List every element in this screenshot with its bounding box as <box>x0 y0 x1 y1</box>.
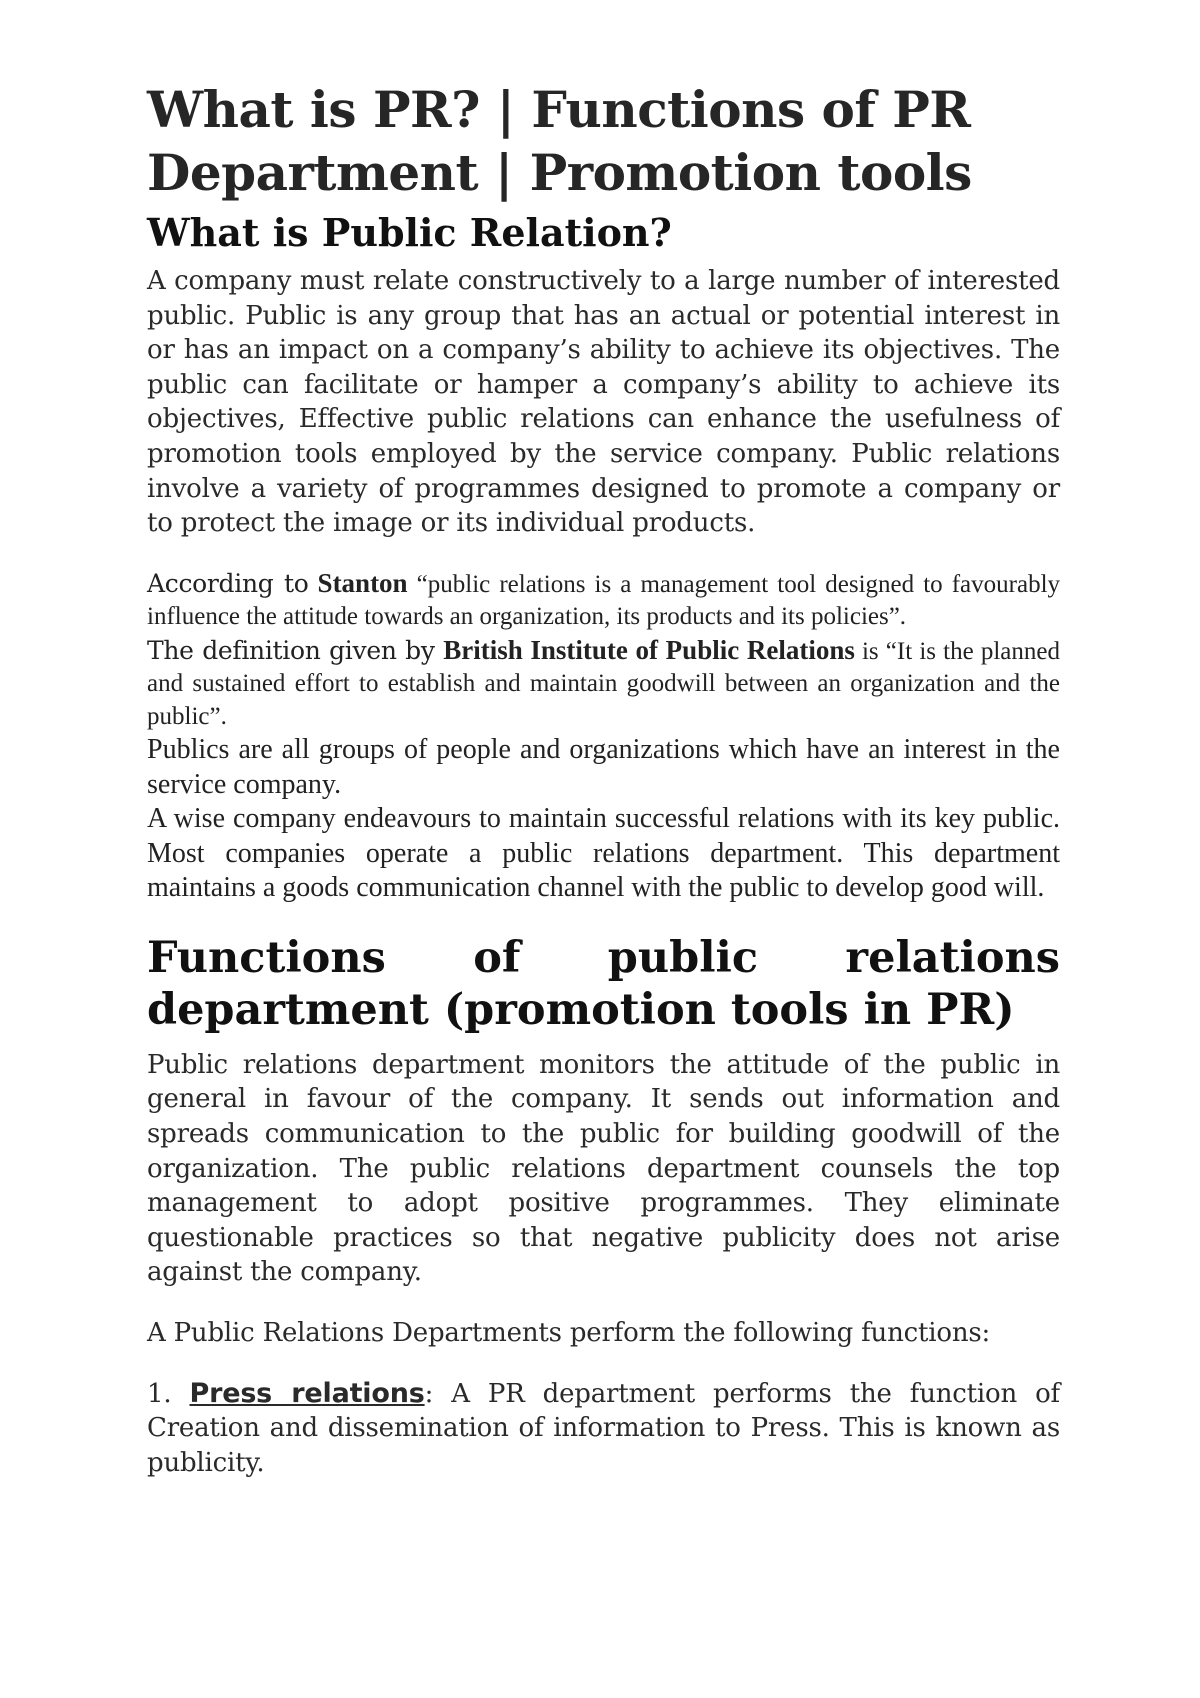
functions-heading-line-2: department (promotion tools in PR) <box>147 984 1015 1035</box>
page-title <box>147 78 1060 204</box>
title-line-1: What is PR? | Functions of PR <box>147 80 971 139</box>
british-institute-definition <box>147 634 1060 734</box>
document-page <box>147 78 1060 1480</box>
functions-paragraph: Public relations department monitors the attitude of the public in general in favour of the company. It sends out information and spreads communication to the public for building goodwill of the organization. The public relations department counsels the top management to adopt positive programmes. They eliminate questionable practices so that negative publicity does not arise against the company. <box>147 1049 1060 1288</box>
stanton-definition <box>147 567 1060 634</box>
publics-paragraph: Publics are all groups of people and organizations which have an interest in the service company. <box>147 734 1060 800</box>
stanton-name: Stanton <box>317 567 408 598</box>
list-item-number: 1. <box>147 1378 190 1409</box>
press-relations-text: : A PR department performs the function of Creation and dissemination of information to Press. This is known as publicity. <box>147 1378 1060 1478</box>
functions-heading-line-1: Functions of public relations <box>147 932 1060 983</box>
british-institute-name: British Institute of Public Relations <box>443 634 855 665</box>
british-lead: The definition given by <box>147 635 444 665</box>
functions-intro: A Public Relations Departments perform the following functions: <box>147 1317 991 1348</box>
intro-paragraph: A company must relate constructively to a large number of interested public. Public is any group that has an actual or potential interest in or has an impact on a company’s ability to achieve its objectives. The public can facilitate or hamper a company’s ability to achieve its objectives, Effective public relations can enhance the usefulness of promotion tools employed by the service company. Public relations involve a variety of programmes designed to promote a company or to protect the image or its individual products. <box>147 266 1060 539</box>
stanton-lead: According to <box>147 568 309 598</box>
british-quote: is “It is the planned and sustained effort to establish and maintain goodwill between an organization and the public”. <box>147 637 1060 730</box>
title-line-2: Department | Promotion tools <box>147 143 972 202</box>
wise-company-paragraph: A wise company endeavours to maintain successful relations with its key public. Most companies operate a public relations department. This department maintains a goods communication channel with the public to develop good will. <box>147 803 1060 904</box>
stanton-quote: “public relations is a management tool designed to favourably influence the attitude towards an organization, its products and its policies”. <box>147 570 1061 631</box>
section-heading-functions <box>147 932 1060 1036</box>
list-item-press-relations <box>147 1377 1060 1481</box>
press-relations-term: Press relations <box>189 1377 425 1409</box>
section-heading-what-is-pr: What is Public Relation? <box>147 210 672 255</box>
